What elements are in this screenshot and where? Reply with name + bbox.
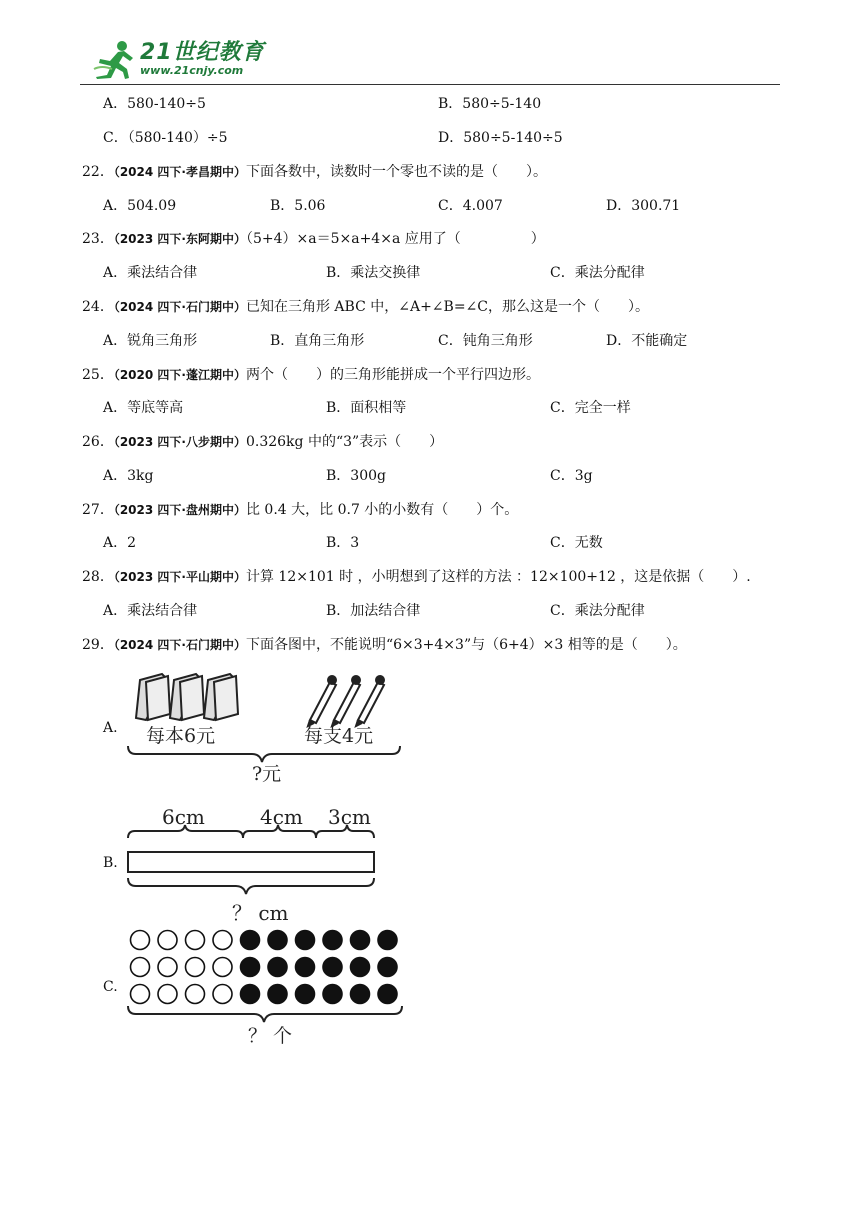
total-label: ?元 xyxy=(252,763,282,785)
filled-dot xyxy=(323,985,342,1004)
question-number: 26． xyxy=(82,434,114,450)
q26-options xyxy=(0,464,860,488)
option-d: D．不能确定 xyxy=(606,333,688,349)
q28-options xyxy=(0,599,860,623)
option-a: A．580-140÷5 xyxy=(103,96,206,112)
figure-c xyxy=(124,926,408,1050)
question-text: 比 0.4 大，比 0.7 小的小数有（ ）个。 xyxy=(245,502,519,518)
filled-dot xyxy=(378,958,397,977)
figure-a xyxy=(124,668,406,788)
total-brace xyxy=(128,878,374,894)
figure-c-label: C. xyxy=(103,979,118,995)
hollow-dot xyxy=(213,985,232,1004)
question-source: （2023 四下·八步期中） xyxy=(113,435,246,449)
option-a: A．锐角三角形 xyxy=(103,333,198,349)
book-icon xyxy=(170,674,204,720)
filled-dot xyxy=(378,985,397,1004)
segment-3-label: 3cm xyxy=(328,805,371,829)
option-c: C．3g xyxy=(550,468,593,484)
filled-dot xyxy=(378,931,397,950)
question-text: （5+4）×a＝5×a+4×a 应用了（ ） xyxy=(245,231,545,247)
filled-dot xyxy=(241,958,260,977)
q23-options xyxy=(0,261,860,285)
logo-main-text: 21世纪教育 xyxy=(140,40,265,65)
question-number: 22． xyxy=(82,164,114,180)
figure-b xyxy=(124,798,384,926)
option-c: C．4.007 xyxy=(438,198,503,214)
filled-dot xyxy=(268,931,287,950)
question-source: （2023 四下·东阿期中） xyxy=(113,232,246,246)
logo xyxy=(92,36,265,82)
pen-icon xyxy=(332,676,360,726)
filled-dot xyxy=(241,985,260,1004)
question-number: 29． xyxy=(82,637,114,653)
question-number: 24． xyxy=(82,299,114,315)
segment-1-brace xyxy=(128,825,243,838)
filled-dot xyxy=(268,985,287,1004)
page-header xyxy=(80,36,780,86)
question-source: （2024 四下·石门期中） xyxy=(113,300,246,314)
pen-price-label: 每支4元 xyxy=(304,725,374,747)
filled-dot xyxy=(268,958,287,977)
option-c: C．乘法分配律 xyxy=(550,265,645,281)
q21-options-row2 xyxy=(0,126,860,150)
filled-dot xyxy=(241,931,260,950)
option-a: A．等底等高 xyxy=(103,400,184,416)
runner-logo-icon xyxy=(92,39,136,79)
question-source: （2024 四下·孝昌期中） xyxy=(113,165,246,179)
length-bar xyxy=(128,852,374,872)
option-b: B．580÷5-140 xyxy=(438,96,542,112)
figure-a-label: A. xyxy=(103,720,118,736)
option-b: B．300g xyxy=(326,468,386,484)
question-text: 两个（ ）的三角形能拼成一个平行四边形。 xyxy=(245,367,540,383)
option-a: A．乘法结合律 xyxy=(103,603,198,619)
question-source: （2024 四下·石门期中） xyxy=(113,638,246,652)
option-b: B．面积相等 xyxy=(326,400,407,416)
option-a: A．504.09 xyxy=(103,198,177,214)
hollow-dot xyxy=(158,985,177,1004)
question-23 xyxy=(0,227,860,251)
question-text: 计算 12×101 时 ，小明想到了这样的方法 ：12×100+12 ，这是依据（ ）. xyxy=(245,569,751,585)
total-label: ？ cm xyxy=(232,901,289,925)
option-d: D．580÷5-140÷5 xyxy=(438,130,563,146)
question-29 xyxy=(0,633,860,657)
hollow-dot xyxy=(186,985,205,1004)
question-27 xyxy=(0,498,860,522)
book-icon xyxy=(204,674,238,720)
filled-dot xyxy=(351,958,370,977)
question-number: 27． xyxy=(82,502,114,518)
question-24 xyxy=(0,295,860,319)
q27-options xyxy=(0,531,860,555)
question-source: （2023 四下·平山期中） xyxy=(113,570,246,584)
hollow-dot xyxy=(186,958,205,977)
dot-array xyxy=(131,931,398,1004)
option-b: B．3 xyxy=(326,535,360,551)
question-number: 25． xyxy=(82,367,114,383)
option-a: A．乘法结合律 xyxy=(103,265,198,281)
total-brace xyxy=(128,1006,402,1022)
filled-dot xyxy=(296,958,315,977)
option-a: A．3kg xyxy=(103,468,154,484)
filled-dot xyxy=(351,985,370,1004)
question-25 xyxy=(0,363,860,387)
option-c: C．（580-140）÷5 xyxy=(103,130,228,146)
total-brace xyxy=(128,746,400,762)
question-text: 下面各数中，读数时一个零也不读的是（ ）。 xyxy=(245,164,547,180)
option-b: B．直角三角形 xyxy=(270,333,365,349)
option-a: A．2 xyxy=(103,535,137,551)
hollow-dot xyxy=(213,931,232,950)
filled-dot xyxy=(323,958,342,977)
option-c: C．钝角三角形 xyxy=(438,333,533,349)
option-d: D．300.71 xyxy=(606,198,681,214)
q24-options xyxy=(0,329,860,353)
option-c: C．无数 xyxy=(550,535,603,551)
figure-b-label: B. xyxy=(103,855,118,871)
hollow-dot xyxy=(186,931,205,950)
segment-1-label: 6cm xyxy=(162,805,205,829)
question-22 xyxy=(0,160,860,184)
q22-options xyxy=(0,194,860,218)
pen-icon xyxy=(308,676,336,726)
option-b: B．5.06 xyxy=(270,198,326,214)
header-divider xyxy=(80,84,780,85)
filled-dot xyxy=(296,985,315,1004)
question-text: 下面各图中，不能说明“6×3+4×3”与（6+4）×3 相等的是（ ）。 xyxy=(245,637,687,653)
option-b: B．乘法交换律 xyxy=(326,265,421,281)
hollow-dot xyxy=(131,958,150,977)
hollow-dot xyxy=(158,931,177,950)
logo-sub-text: www.21cnjy.com xyxy=(140,64,244,77)
segment-2-label: 4cm xyxy=(260,805,303,829)
question-number: 23． xyxy=(82,231,114,247)
question-text: 已知在三角形 ABC 中，∠A+∠B=∠C，那么这是一个（ ）。 xyxy=(245,299,650,315)
segment-2-brace xyxy=(243,825,316,838)
hollow-dot xyxy=(131,931,150,950)
question-number: 28． xyxy=(82,569,114,585)
hollow-dot xyxy=(158,958,177,977)
question-source: （2023 四下·盘州期中） xyxy=(113,503,246,517)
filled-dot xyxy=(351,931,370,950)
question-source: （2020 四下·蓬江期中） xyxy=(113,368,246,382)
question-text: 0.326kg 中的“3”表示（ ） xyxy=(245,434,444,450)
question-28 xyxy=(0,565,860,589)
q21-options-row1 xyxy=(0,92,860,116)
book-price-label: 每本6元 xyxy=(146,725,216,747)
hollow-dot xyxy=(131,985,150,1004)
pen-icon xyxy=(356,676,384,726)
total-label: ？ 个 xyxy=(248,1025,293,1047)
filled-dot xyxy=(323,931,342,950)
book-icon xyxy=(136,674,170,720)
q25-options xyxy=(0,396,860,420)
option-c: C．完全一样 xyxy=(550,400,631,416)
question-26 xyxy=(0,430,860,454)
hollow-dot xyxy=(213,958,232,977)
option-b: B．加法结合律 xyxy=(326,603,421,619)
filled-dot xyxy=(296,931,315,950)
option-c: C．乘法分配律 xyxy=(550,603,645,619)
